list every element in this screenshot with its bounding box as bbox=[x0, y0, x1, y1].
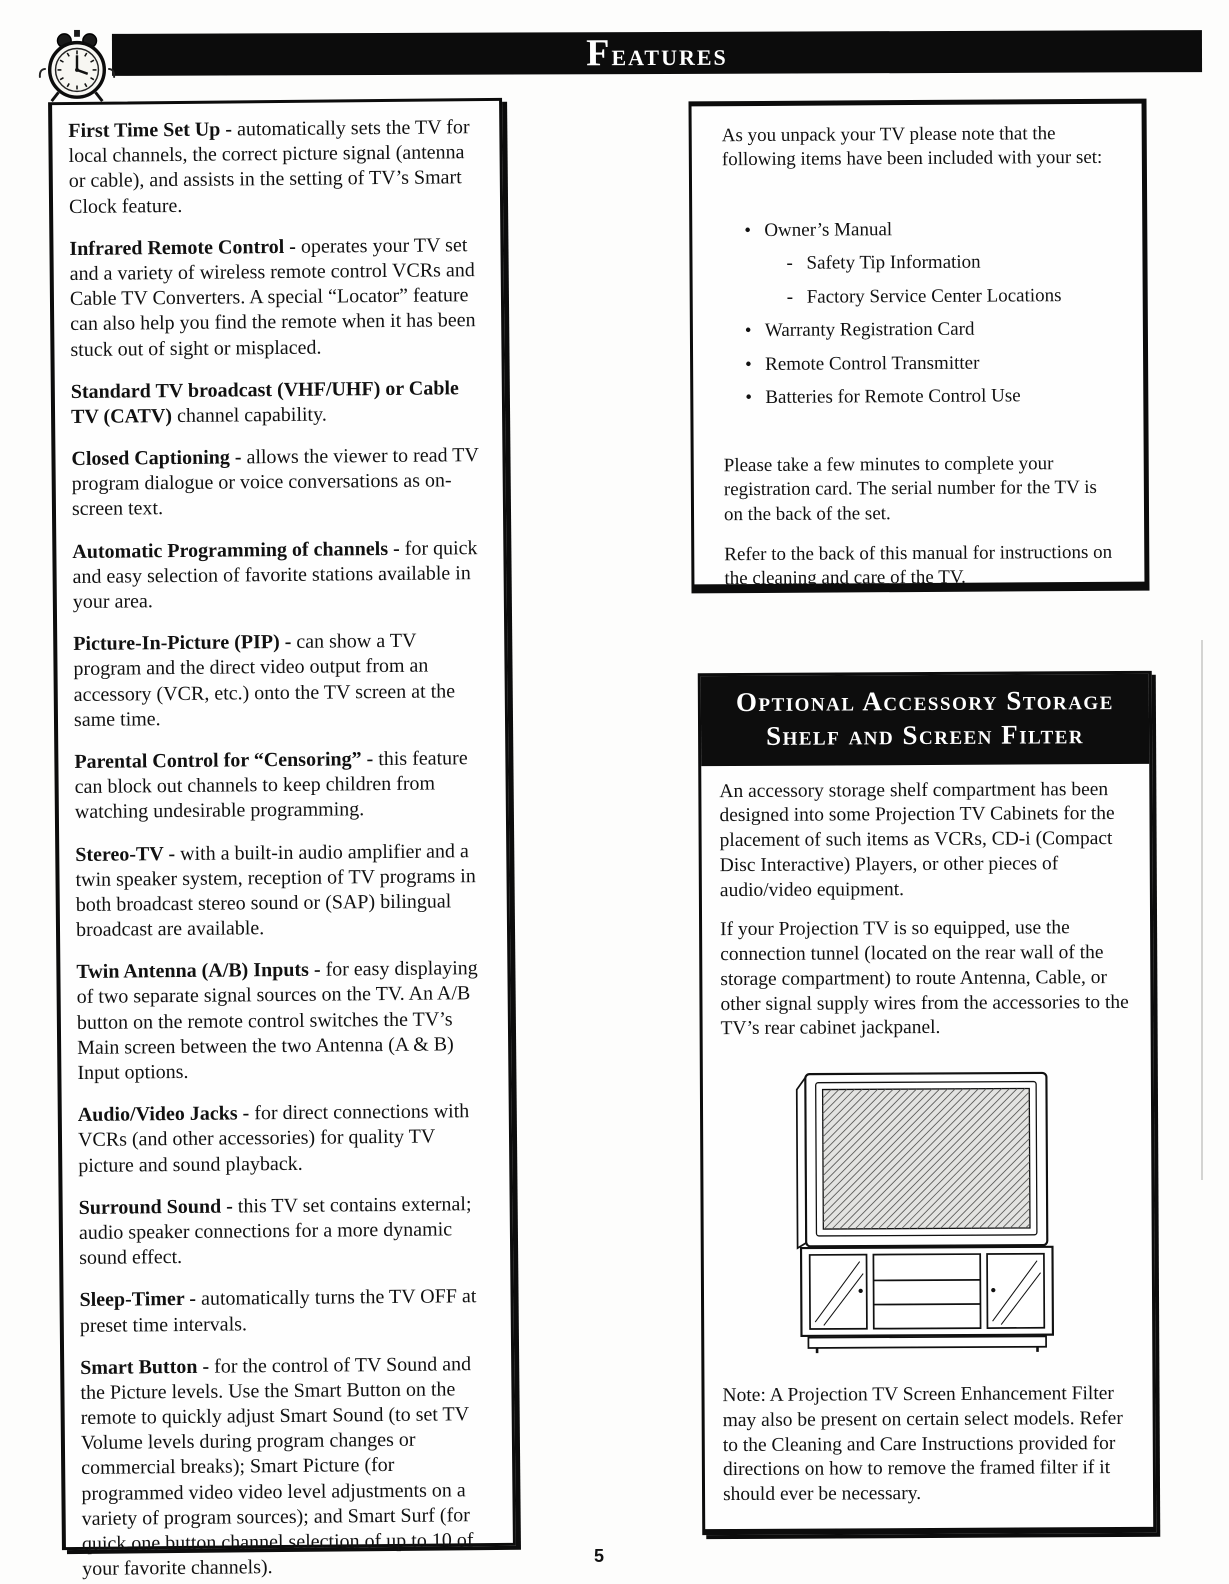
feature-title: Smart Button - bbox=[80, 1355, 210, 1379]
feature-item bbox=[72, 536, 486, 616]
storage-body bbox=[701, 763, 1153, 1518]
registration-paragraph: Please take a few minutes to complete your registration card. The serial number for the TV is on the back of the set. bbox=[723, 453, 1097, 525]
feature-text: automatically sets the TV for local channels, the correct picture signal (antenna or cable), and assists in the setting of TV’s Smart Clock feature. bbox=[68, 116, 470, 218]
feature-item bbox=[78, 1099, 492, 1179]
feature-text: for easy displaying of two separate signal sources on the TV. An A/B button on the remote control switches the TV’s Main screen between the two Antenna (A & B) Input options. bbox=[76, 957, 478, 1084]
feature-text: this feature can block out channels to keep children from watching undesirable programming. bbox=[74, 747, 468, 824]
list-item bbox=[723, 349, 1117, 379]
list-item-text: Remote Control Transmitter bbox=[765, 352, 980, 375]
feature-text: can show a TV program and the direct video output from an accessory (VCR, etc.) onto the TV screen at the same time. bbox=[73, 629, 456, 731]
list-item-text: Safety Tip Information bbox=[806, 251, 981, 274]
feature-item bbox=[69, 233, 483, 363]
feature-title: Audio/Video Jacks - bbox=[77, 1102, 250, 1127]
projection-tv-illustration bbox=[771, 1062, 1083, 1364]
storage-title-line1: Optional Accessory Storage bbox=[735, 685, 1114, 717]
feature-text: channel capability. bbox=[176, 403, 327, 427]
feature-title: Picture-In-Picture (PIP) - bbox=[73, 631, 292, 656]
feature-title: Twin Antenna (A/B) Inputs - bbox=[76, 958, 321, 984]
list-marker: • bbox=[744, 219, 752, 241]
feature-title: Surround Sound - bbox=[78, 1195, 233, 1219]
feature-text: this TV set contains external; audio speaker connections for a more dynamic sound effect. bbox=[78, 1192, 472, 1270]
feature-item bbox=[68, 115, 482, 220]
scan-artifact-line bbox=[1201, 640, 1203, 1180]
care-paragraph: Refer to the back of this manual for instructions on the cleaning and care of the TV. bbox=[724, 541, 1113, 590]
list-item bbox=[722, 248, 1116, 278]
page-number: 5 bbox=[594, 1546, 605, 1566]
feature-text: for quick and easy selection of favorite stations available in your area. bbox=[72, 536, 478, 613]
list-marker: • bbox=[745, 387, 753, 409]
feature-item bbox=[80, 1352, 495, 1583]
feature-text: for direct connections with VCRs (and other accessories) for quality TV picture and sound playback. bbox=[77, 1100, 470, 1177]
feature-item bbox=[79, 1192, 493, 1272]
feature-title: Infrared Remote Control - bbox=[69, 235, 297, 260]
feature-item bbox=[79, 1284, 492, 1338]
feature-text: allows the viewer to read TV program dialogue or voice conversations as on-screen text. bbox=[71, 444, 479, 521]
feature-title: Automatic Programming of channels - bbox=[72, 537, 400, 563]
list-item bbox=[723, 382, 1117, 412]
feature-title: Stereo-TV - bbox=[75, 842, 176, 866]
feature-item bbox=[71, 376, 484, 430]
clock-logo-icon bbox=[38, 28, 116, 106]
list-item bbox=[723, 282, 1117, 312]
page-title: Features bbox=[586, 32, 728, 75]
storage-title-line2: Shelf and Screen Filter bbox=[765, 718, 1085, 751]
feature-text: operates your TV set and a variety of wireless remote control VCRs and Cable TV Converters. A special “Locator” feature can also help you find the remote when it has been stuck out of sight or misplaced. bbox=[69, 233, 476, 361]
list-marker: • bbox=[745, 353, 752, 375]
feature-item bbox=[75, 839, 489, 944]
list-item-text: Factory Service Center Locations bbox=[806, 284, 1062, 308]
features-header-bar bbox=[112, 30, 1202, 76]
feature-title: Closed Captioning - bbox=[71, 446, 242, 471]
list-marker: • bbox=[744, 320, 752, 342]
storage-paragraph-2: If your Projection TV is so equipped, use the connection tunnel (located on the rear wall of the storage compartment) to route Antenna, Cable, or other signal supply wires from the accessories to the TV’s rear cabinet jackpanel. bbox=[720, 917, 1129, 1040]
storage-note: Note: A Projection TV Screen Enhancement Filter may also be present on certain select models. Refer to the Cleaning and Care Instructions provided for directions on how to remove the framed filter if it should ever be necessary. bbox=[722, 1383, 1123, 1506]
feature-title: First Time Set Up - bbox=[68, 118, 233, 143]
list-item bbox=[723, 315, 1117, 345]
storage-filter-header bbox=[701, 674, 1149, 766]
list-item-text: Batteries for Remote Control Use bbox=[765, 385, 1021, 409]
included-items-list bbox=[722, 214, 1117, 412]
storage-paragraph-1: An accessory storage shelf compartment has been designed into some Projection TV Cabinets for the placement of such items as VCRs, CD-i (Compact Disc Interactive) Players, or other pieces of audio/video equipment. bbox=[719, 778, 1115, 901]
list-item-text: Owner’s Manual bbox=[764, 218, 893, 241]
features-box bbox=[48, 98, 516, 1581]
feature-title: Parental Control for “Censoring” - bbox=[74, 748, 374, 773]
list-item bbox=[722, 214, 1116, 244]
feature-title: Sleep-Timer - bbox=[79, 1288, 197, 1312]
unpacking-box bbox=[689, 99, 1150, 594]
features-list bbox=[68, 115, 495, 1582]
feature-item bbox=[71, 443, 485, 523]
feature-item bbox=[76, 956, 490, 1086]
storage-filter-box bbox=[698, 671, 1157, 1535]
list-marker: - bbox=[786, 286, 794, 308]
feature-text: automatically turns the TV OFF at preset time intervals. bbox=[79, 1285, 477, 1337]
feature-text: for the control of TV Sound and the Picture levels. Use the Smart Button on the remote to quickly adjust Smart Sound (to set TV Volume levels during program changes or commercial breaks); Smart Picture (for programmed video video level adjustments on a variety of program sources); and Smart Surf (for quick one button channel selection of up to 10 of your favorite channels). bbox=[80, 1352, 474, 1581]
feature-text: with a built-in audio amplifier and a twin speaker system, reception of TV programs in both broadcast stereo sound or (SAP) bilingual broadcast are available. bbox=[75, 839, 476, 942]
feature-item bbox=[74, 746, 488, 826]
list-item-text: Warranty Registration Card bbox=[764, 318, 975, 342]
unpacking-intro: As you unpack your TV please note that the following items have been included with your set: bbox=[721, 123, 1103, 171]
feature-title: Standard TV broadcast (VHF/UHF) or Cable TV (CATV) bbox=[70, 376, 459, 428]
feature-item bbox=[73, 628, 487, 733]
list-marker: - bbox=[786, 252, 793, 274]
